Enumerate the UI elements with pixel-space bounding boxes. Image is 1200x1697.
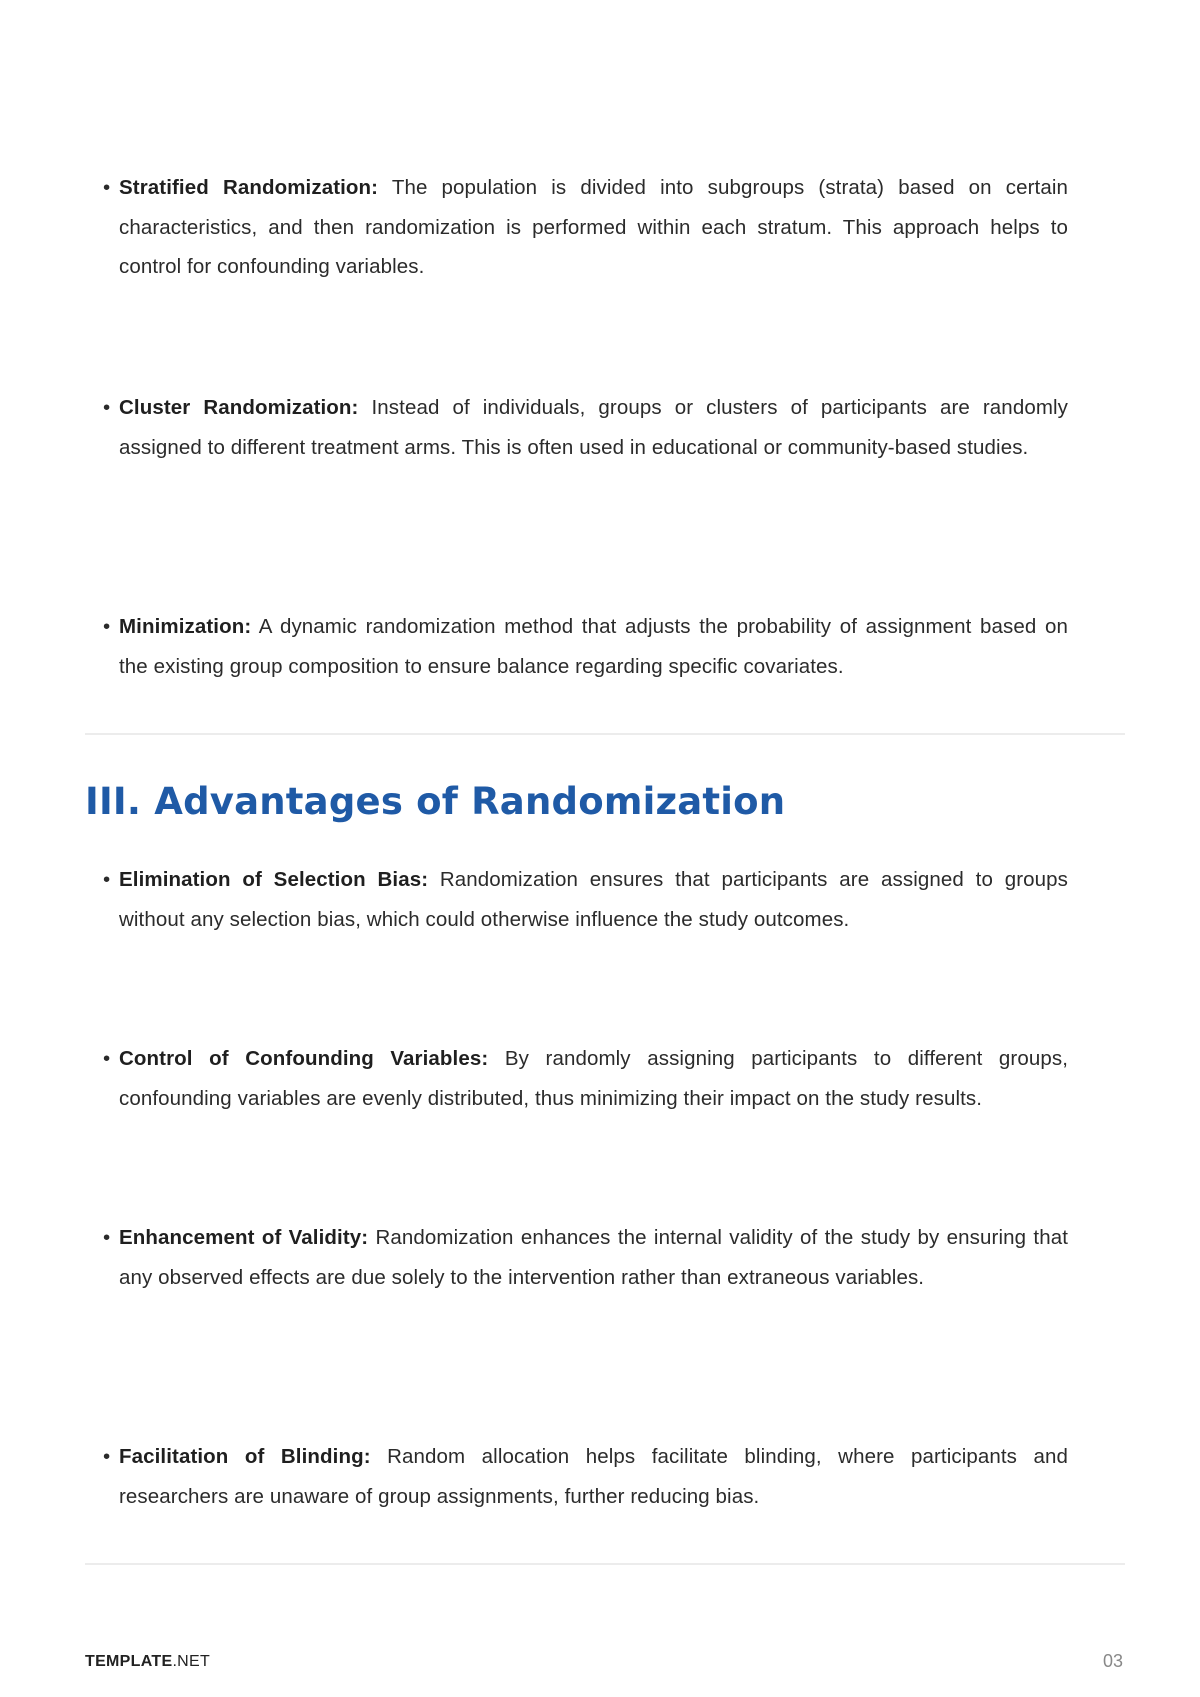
list-item-term: Control of Confounding Variables: (119, 1047, 489, 1070)
section-divider (85, 733, 1125, 735)
list-item-stratified-randomization (103, 168, 1068, 287)
list-item-control-of-confounding-variables (103, 1039, 1068, 1118)
list-item-term: Stratified Randomization: (119, 176, 379, 199)
bullet-icon: • (103, 868, 111, 891)
list-item-body (103, 1039, 1068, 1118)
bullet-icon: • (103, 176, 111, 199)
list-item-text: The population is divided into subgroups (strata) based on certain characteristics, and then randomization is performed within each stratum. This approach helps to control for confounding variables. (119, 176, 1068, 278)
list-item-elimination-of-selection-bias (103, 860, 1068, 939)
list-item-text: A dynamic randomization method that adjusts the probability of assignment based on the existing group composition to ensure balance regarding specific covariates. (119, 615, 1068, 678)
bullet-icon: • (103, 396, 111, 419)
page-number: 03 (1102, 1651, 1123, 1671)
list-item-term: Enhancement of Validity: (119, 1226, 369, 1249)
section-heading: III. Advantages of Randomization (85, 780, 786, 823)
list-item-text: By randomly assigning participants to different groups, confounding variables are evenly distributed, thus minimizing their impact on the study results. (119, 1047, 1069, 1110)
list-item-text: Instead of individuals, groups or clusters of participants are randomly assigned to different treatment arms. This is often used in educational or community-based studies. (119, 396, 1068, 459)
bullet-icon: • (103, 1226, 111, 1249)
list-item-term: Facilitation of Blinding: (119, 1445, 371, 1468)
list-item-term: Elimination of Selection Bias: (119, 868, 429, 891)
list-item-minimization (103, 607, 1068, 686)
list-item-enhancement-of-validity (103, 1218, 1068, 1297)
bullet-icon: • (103, 1047, 111, 1070)
list-item-term: Minimization: (119, 615, 252, 638)
bullet-icon: • (103, 615, 111, 638)
footer-brand-light: .NET (172, 1653, 211, 1670)
list-item-body (103, 607, 1068, 686)
list-item-text: Randomization enhances the internal validity of the study by ensuring that any observed effects are due solely to the intervention rather than extraneous variables. (119, 1226, 1068, 1289)
list-item-text: Random allocation helps facilitate blinding, where participants and researchers are unaware of group assignments, further reducing bias. (119, 1445, 1068, 1508)
list-item-facilitation-of-blinding (103, 1437, 1068, 1516)
list-item-cluster-randomization (103, 388, 1068, 467)
list-item-body (103, 1218, 1068, 1297)
list-item-text: Randomization ensures that participants are assigned to groups without any selection bias, which could otherwise influence the study outcomes. (119, 868, 1068, 931)
list-item-body (103, 1437, 1068, 1516)
footer-brand-logo (85, 1653, 210, 1671)
list-item-body (103, 860, 1068, 939)
footer-brand-bold: TEMPLATE (85, 1653, 173, 1670)
list-item-body (103, 168, 1068, 287)
section-divider (85, 1563, 1125, 1565)
list-item-body (103, 388, 1068, 467)
bullet-icon: • (103, 1445, 111, 1468)
list-item-term: Cluster Randomization: (119, 396, 359, 419)
